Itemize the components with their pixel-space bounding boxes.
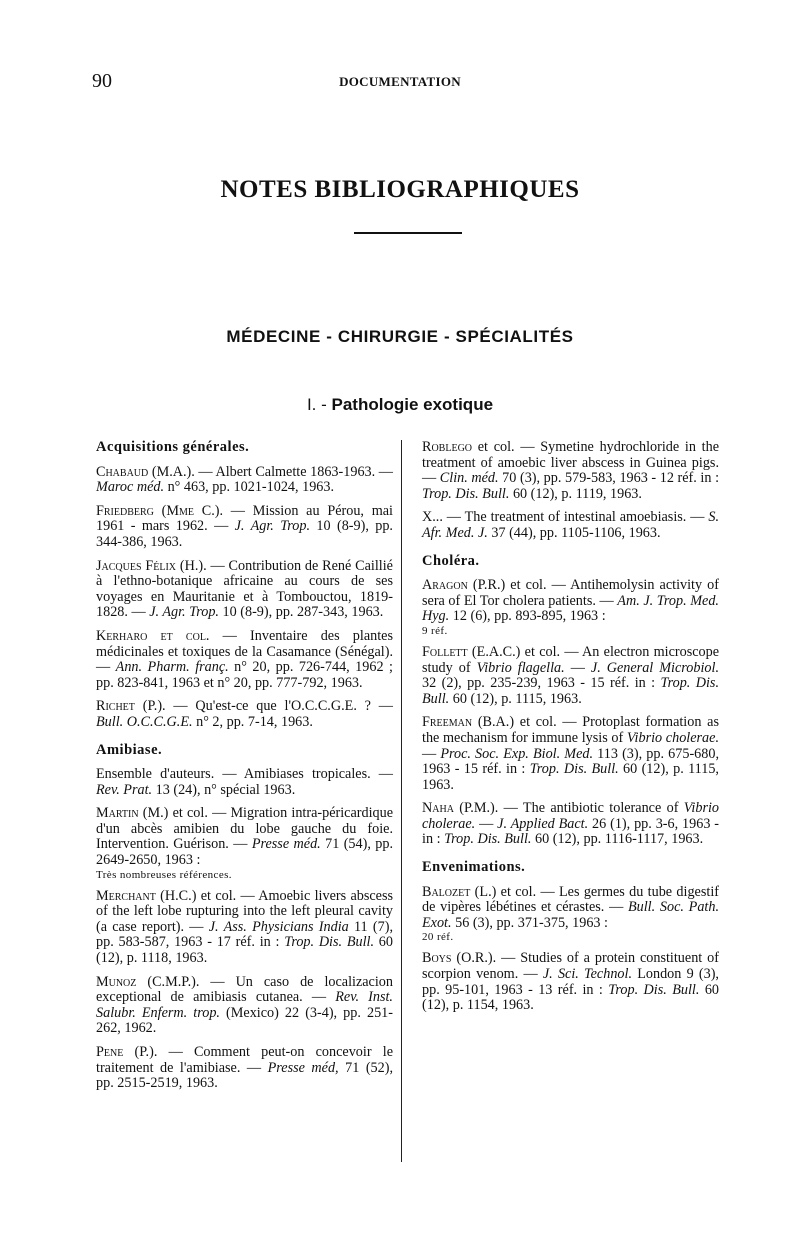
entry-journal: S. Afr. Med. J. — [422, 509, 719, 541]
bib-entry — [422, 715, 719, 793]
entry-rest: — — [564, 659, 591, 676]
entry-author: Martin (M.) — [96, 805, 169, 822]
entry-author: Freeman (B.A.) — [422, 714, 515, 731]
entry-rest: n° 2, pp. 7-14, 1963. — [192, 713, 313, 730]
entry-rest: 71 (54), pp. 2649-2650, 1963 : — [96, 836, 394, 869]
running-head: DOCUMENTATION — [339, 74, 461, 89]
bib-entry — [96, 1045, 393, 1092]
entry-journal: Ann. Pharm. franç. — [115, 659, 229, 676]
heading-amibiase: Amibiase. — [96, 741, 163, 758]
entry-text: — Un caso de localizacion exceptional de amibiasis cutanea. — — [96, 973, 393, 1006]
entry-rest: n° 463, pp. 1021-1024, 1963. — [164, 479, 335, 496]
bib-entry — [422, 801, 719, 848]
entry-text: — Qu'est-ce que l'O.C.C.G.E. ? — — [165, 698, 393, 715]
entry-author: Jacques Félix (H.). — [96, 557, 207, 574]
entry-author: Pene (P.). — [96, 1044, 158, 1060]
bib-entry — [422, 510, 719, 541]
entry-author: Munoz (C.M.P.). — [96, 973, 200, 990]
entry-text: et col. — Antihemolysin activity of sera of El Tor cholera patients. — — [422, 577, 719, 609]
entry-note: 9 réf. — [422, 624, 448, 637]
entry-journal: Bull. O.C.C.G.E. — [96, 713, 193, 730]
entry-journal-secondary: Trop. Dis. Bull. — [422, 485, 510, 502]
title-rule — [354, 232, 462, 234]
entry-journal: Rev. Inst. Salubr. Enferm. trop. — [96, 989, 393, 1021]
entry-journal-tertiary: Trop. Dis. Bull. — [422, 675, 720, 707]
entry-rest-secondary: 113 (3), pp. 675-680, 1963 - 15 réf. in : — [422, 745, 719, 778]
entry-rest-secondary: 32 (2), pp. 235-239, 1963 - 15 réf. in : — [422, 675, 661, 692]
entry-text: — Inventaire des plantes médicinales et toxiques de la Casamance (Sénégal). — — [96, 627, 393, 676]
entry-text: et col. — Amoebic livers abscess of the left lobe rupturing into the left pleural cavity (a case report). — — [96, 887, 393, 935]
bib-entry — [422, 951, 719, 1013]
heading-cholera: Choléra. — [422, 552, 480, 569]
entry-text: — The antibiotic tolerance of — [498, 800, 684, 817]
entry-rest: 70 (3), pp. 579-583, 1963 - 12 réf. in : — [498, 470, 720, 487]
entry-text: et col. — Les germes du tube digestif de vipères lébétines et cérastes. — — [422, 883, 719, 916]
entry-text: — Mission au Pérou, mai 1961 - mars 1962. — — [96, 502, 393, 535]
entry-note: 20 réf. — [422, 931, 454, 944]
entry-journal: Clin. méd. — [439, 470, 499, 487]
entry-rest-secondary: 26 (1), pp. 3-6, 1963 - in : — [422, 815, 720, 848]
bib-entry — [422, 440, 719, 502]
entry-rest: (Mexico) 22 (3-4), pp. 251-262, 1962. — [96, 1004, 394, 1037]
bib-entry — [96, 629, 393, 691]
entry-text: — Comment peut-on concevoir le traitement de l'amibiase. — — [96, 1044, 393, 1076]
entry-journal: J. Agr. Trop. — [149, 604, 219, 621]
entry-author: Balozet (L.) — [422, 883, 497, 900]
entry-note: Très nombreuses références. — [96, 868, 232, 881]
entry-rest: 12 (6), pp. 893-895, 1963 : — [449, 608, 606, 625]
entry-rest-secondary: 60 (12), p. 1118, 1963. — [96, 934, 393, 967]
heading-envenimations: Envenimations. — [422, 859, 526, 876]
bib-entry — [422, 578, 719, 637]
entry-journal: Am. J. Trop. Med. Hyg. — [422, 592, 719, 625]
entry-journal: Vibrio cholerae. — [422, 800, 720, 832]
entry-rest: 13 (24), n° spécial 1963. — [152, 781, 296, 798]
entry-text: — Albert Calmette 1863-1963. — — [194, 463, 393, 480]
entry-text: — Amibiases tropicales. — — [214, 766, 393, 783]
entry-rest: 37 (44), pp. 1105-1106, 1963. — [487, 524, 661, 541]
entry-rest: 56 (3), pp. 371-375, 1963 : — [451, 914, 608, 931]
entry-rest: n° 20, pp. 726-744, 1962 ; pp. 823-841, 1963 et n° 20, pp. 777-792, 1963. — [96, 659, 393, 691]
entry-text: et col. — An electron microscope study of — [422, 643, 719, 676]
entry-rest: 10 (8-9), pp. 287-343, 1963. — [218, 604, 384, 621]
entry-journal: J. Ass. Physicians India — [208, 918, 349, 935]
entry-journal: Vibrio cholerae. — [626, 729, 719, 746]
entry-rest: — — [422, 745, 441, 762]
main-title: NOTES BIBLIOGRAPHIQUES — [220, 176, 580, 203]
entry-author: Friedberg (Mme C.). — [96, 502, 224, 519]
subsection-name: Pathologie exotique — [331, 395, 494, 414]
entry-journal-secondary: Trop. Dis. Bull. — [284, 934, 375, 951]
heading-acquisitions: Acquisitions générales. — [96, 439, 250, 455]
bib-entry — [96, 975, 393, 1037]
entry-author: Roblego — [422, 439, 473, 455]
entry-text: — The treatment of intestinal amoebiasis. — — [442, 509, 709, 526]
entry-author: Richet (P.). — [96, 698, 166, 715]
entry-rest-secondary: 60 (12), p. 1119, 1963. — [509, 485, 642, 502]
entry-text: et col. — Migration intra-péricardique d'un abcès amibien du lobe gauche du foie. Intervention. Guérison. — — [96, 805, 393, 853]
entry-text: — Contribution de René Caillié à l'ethno-botanique africaine au cours de ses voyages en Mauritanie et à Tombouctou, 1819-1828. — — [96, 557, 393, 621]
entry-author: Kerharo et col. — [96, 627, 210, 644]
bib-entry — [96, 889, 393, 967]
entry-rest: London 9 (3), pp. 95-101, 1963 - 13 réf. in : — [422, 966, 719, 998]
entry-author: Merchant (H.C.) — [96, 887, 197, 904]
entry-text: et col. — Protoplast formation as the mechanism for immune lysis of — [422, 714, 719, 746]
column-divider — [401, 440, 402, 1162]
bib-entry — [96, 699, 393, 730]
entry-journal-tertiary: Trop. Dis. Bull. — [529, 761, 619, 778]
bib-entry — [96, 806, 393, 880]
entry-journal: Vibrio flagella. — [476, 659, 565, 676]
entry-journal: J. Agr. Trop. — [234, 518, 311, 535]
bib-entry — [96, 767, 393, 798]
bib-entry — [422, 885, 719, 944]
entry-author: Ensemble d'auteurs. — [96, 766, 215, 783]
entry-journal-tertiary: Trop. Dis. Bull. — [444, 831, 532, 848]
bib-entry — [422, 645, 719, 707]
entry-author: Chabaud (M.A.). — [96, 463, 195, 480]
entry-journal-secondary: J. General Microbiol. — [590, 659, 719, 676]
entry-rest: 11 (7), pp. 583-587, 1963 - 17 réf. in : — [96, 918, 393, 951]
entry-text: — Studies of a protein constituent of scorpion venom. — — [422, 950, 719, 983]
left-column — [96, 440, 393, 1100]
entry-author: Follett (E.A.C.) — [422, 643, 521, 660]
entry-rest: 10 (8-9), pp. 344-386, 1963. — [96, 518, 393, 550]
page-number: 90 — [92, 70, 112, 92]
entry-journal: J. Sci. Technol. — [542, 966, 632, 983]
entry-rest-tertiary: 60 (12), p. 1115, 1963. — [422, 761, 719, 793]
section-title: MÉDECINE - CHIRURGIE - SPÉCIALITÉS — [226, 327, 574, 346]
bib-entry — [96, 465, 393, 496]
entry-text: et col. — Symetine hydrochloride in the treatment of amoebic liver abscess in Guinea pigs. — — [422, 439, 719, 487]
entry-rest-tertiary: 60 (12), p. 1115, 1963. — [449, 690, 582, 707]
entry-author: Naha (P.M.). — [422, 800, 499, 817]
entry-author: X... — [422, 509, 443, 526]
entry-journal: Maroc méd. — [96, 479, 165, 496]
entry-journal: Bull. Soc. Path. Exot. — [422, 899, 719, 931]
right-column — [422, 440, 719, 1022]
entry-rest-secondary: 60 (12), p. 1154, 1963. — [422, 981, 719, 1014]
bib-entry — [96, 504, 393, 551]
entry-journal-secondary: Proc. Soc. Exp. Biol. Med. — [440, 745, 594, 762]
entry-journal: Presse méd, — [267, 1059, 339, 1076]
subsection-number: I. - — [306, 395, 327, 414]
entry-rest-tertiary: 60 (12), pp. 1116-1117, 1963. — [531, 831, 704, 848]
entry-journal: Presse méd. — [251, 836, 321, 853]
entry-rest: 71 (52), pp. 2515-2519, 1963. — [96, 1059, 394, 1092]
entry-rest: — — [475, 815, 498, 832]
bib-entry — [96, 559, 393, 621]
entry-journal-secondary: Trop. Dis. Bull. — [608, 981, 700, 998]
entry-journal: Rev. Prat. — [96, 781, 153, 798]
subsection-title — [0, 395, 800, 415]
entry-author: Boys (O.R.). — [422, 950, 497, 967]
entry-author: Aragon (P.R.) — [422, 577, 506, 594]
entry-journal-secondary: J. Applied Bact. — [497, 815, 589, 832]
